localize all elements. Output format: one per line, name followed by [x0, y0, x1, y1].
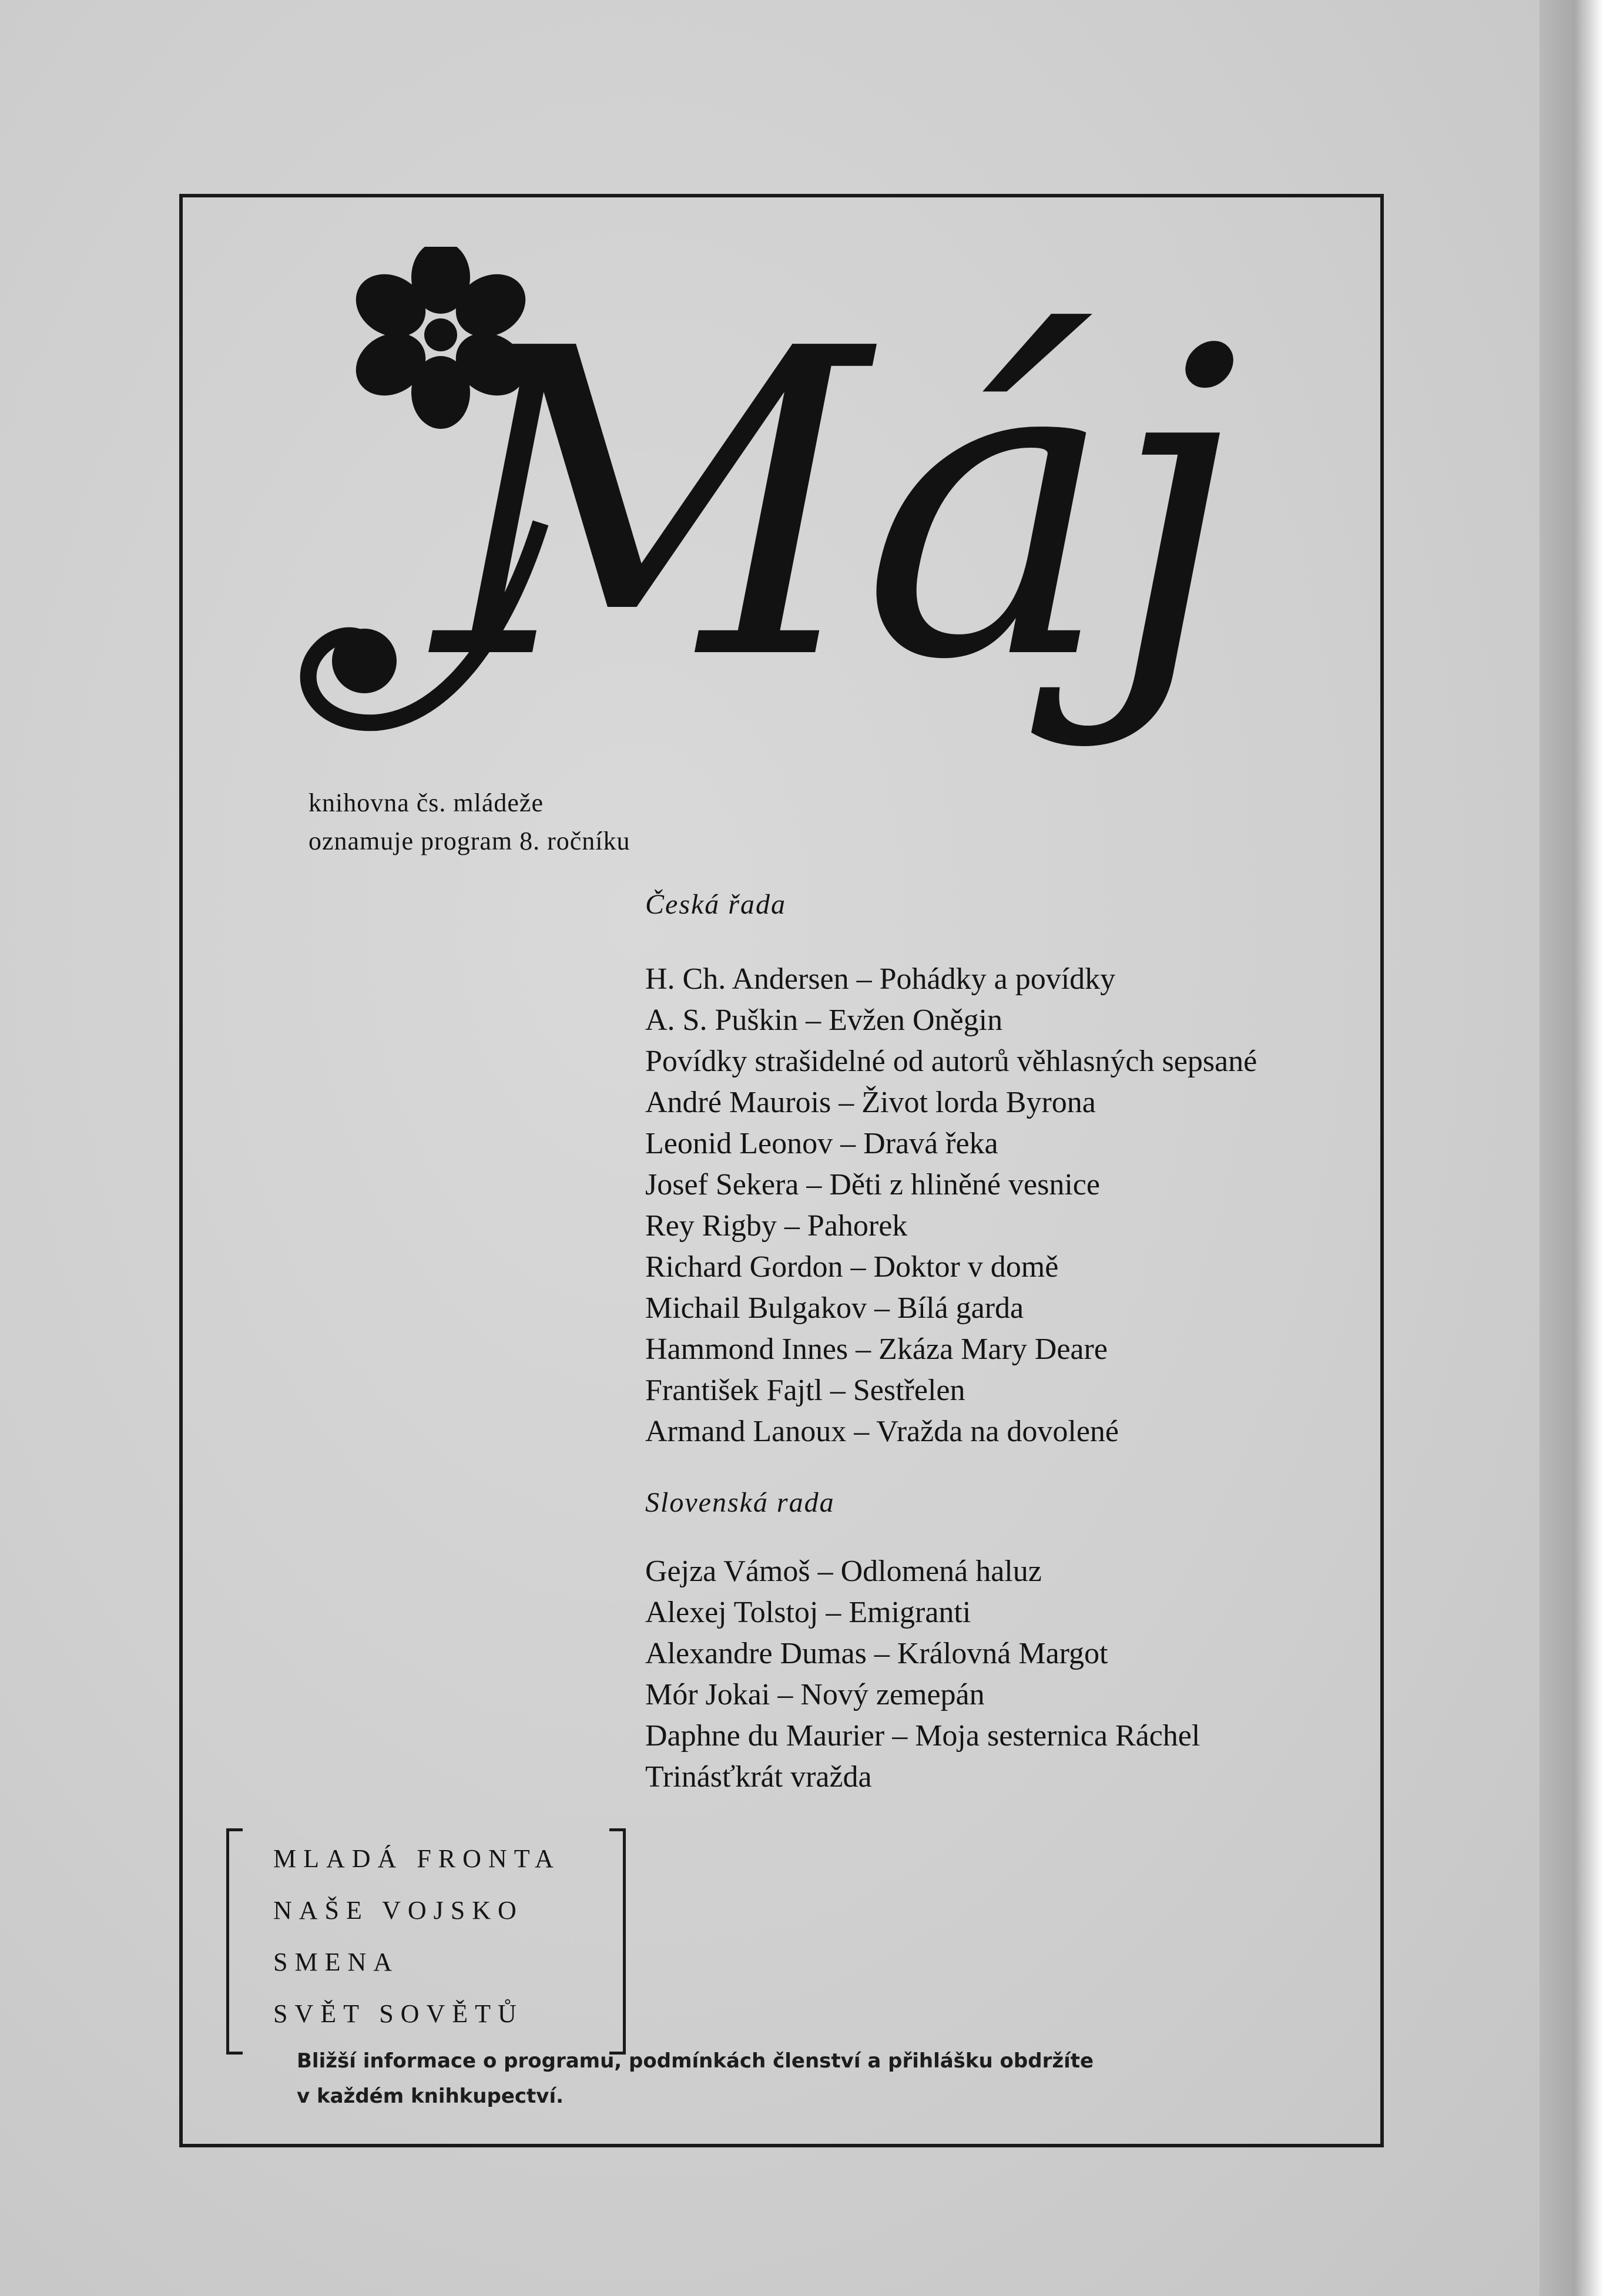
list-item: Michail Bulgakov – Bílá garda: [645, 1291, 1024, 1325]
footer-line-2: v každém knihkupectví.: [297, 2084, 564, 2108]
list-item: Armand Lanoux – Vražda na dovolené: [645, 1415, 1119, 1448]
list-item: Josef Sekera – Děti z hliněné vesnice: [645, 1168, 1100, 1201]
list-item: Alexej Tolstoj – Emigranti: [645, 1596, 971, 1629]
list-item: Gejza Vámoš – Odlomená haluz: [645, 1555, 1042, 1588]
list-item: H. Ch. Andersen – Pohádky a povídky: [645, 962, 1116, 996]
list-item: Leonid Leonov – Dravá řeka: [645, 1127, 998, 1160]
list-item: Rey Rigby – Pahorek: [645, 1209, 908, 1243]
slovenska-rada-heading: Slovenská rada: [645, 1487, 835, 1518]
publishers-list: [273, 1833, 561, 2040]
slovenska-rada-list: [645, 1551, 1200, 1798]
list-item: Alexandre Dumas – Královná Margot: [645, 1637, 1108, 1670]
logo-swash-dot: [332, 629, 397, 693]
publisher-name: NAŠE VOJSKO: [273, 1896, 524, 1925]
publisher-name: SVĚT SOVĚTŮ: [273, 1999, 524, 2028]
publishers-box: [226, 1828, 626, 2055]
intro-line-1: knihovna čs. mládeže: [308, 788, 544, 817]
list-item: Povídky strašidelné od autorů věhlasných sepsané: [645, 1045, 1257, 1078]
bracket-right: [609, 1828, 626, 2055]
list-item: Richard Gordon – Doktor v domě: [645, 1250, 1059, 1284]
publisher-name: SMENA: [273, 1948, 400, 1976]
intro-line-2: oznamuje program 8. ročníku: [308, 827, 631, 855]
list-item: André Maurois – Život lorda Byrona: [645, 1086, 1096, 1119]
list-item: Daphne du Maurier – Moja sesternica Ráchel: [645, 1719, 1200, 1753]
logo-wordmark: Máj: [435, 260, 1234, 752]
footer-line-1: Bližší informace o programu, podmínkách členství a přihlášku obdržíte: [297, 2049, 1094, 2073]
ceska-rada-list: [645, 959, 1257, 1452]
ceska-rada-heading: Česká řada: [645, 889, 786, 920]
list-item: František Fajtl – Sestřelen: [645, 1374, 965, 1407]
maj-logo: [294, 247, 1328, 776]
list-item: Hammond Innes – Zkáza Mary Deare: [645, 1332, 1108, 1366]
bracket-left: [226, 1828, 243, 2055]
list-item: Trinásťkrát vražda: [645, 1760, 872, 1794]
list-item: Mór Jokai – Nový zemepán: [645, 1678, 985, 1711]
paper-edge: [1540, 0, 1603, 2296]
list-item: A. S. Puškin – Evžen Oněgin: [645, 1003, 1003, 1037]
footer-note: [297, 2043, 1094, 2114]
publisher-name: MLADÁ FRONTA: [273, 1844, 561, 1873]
